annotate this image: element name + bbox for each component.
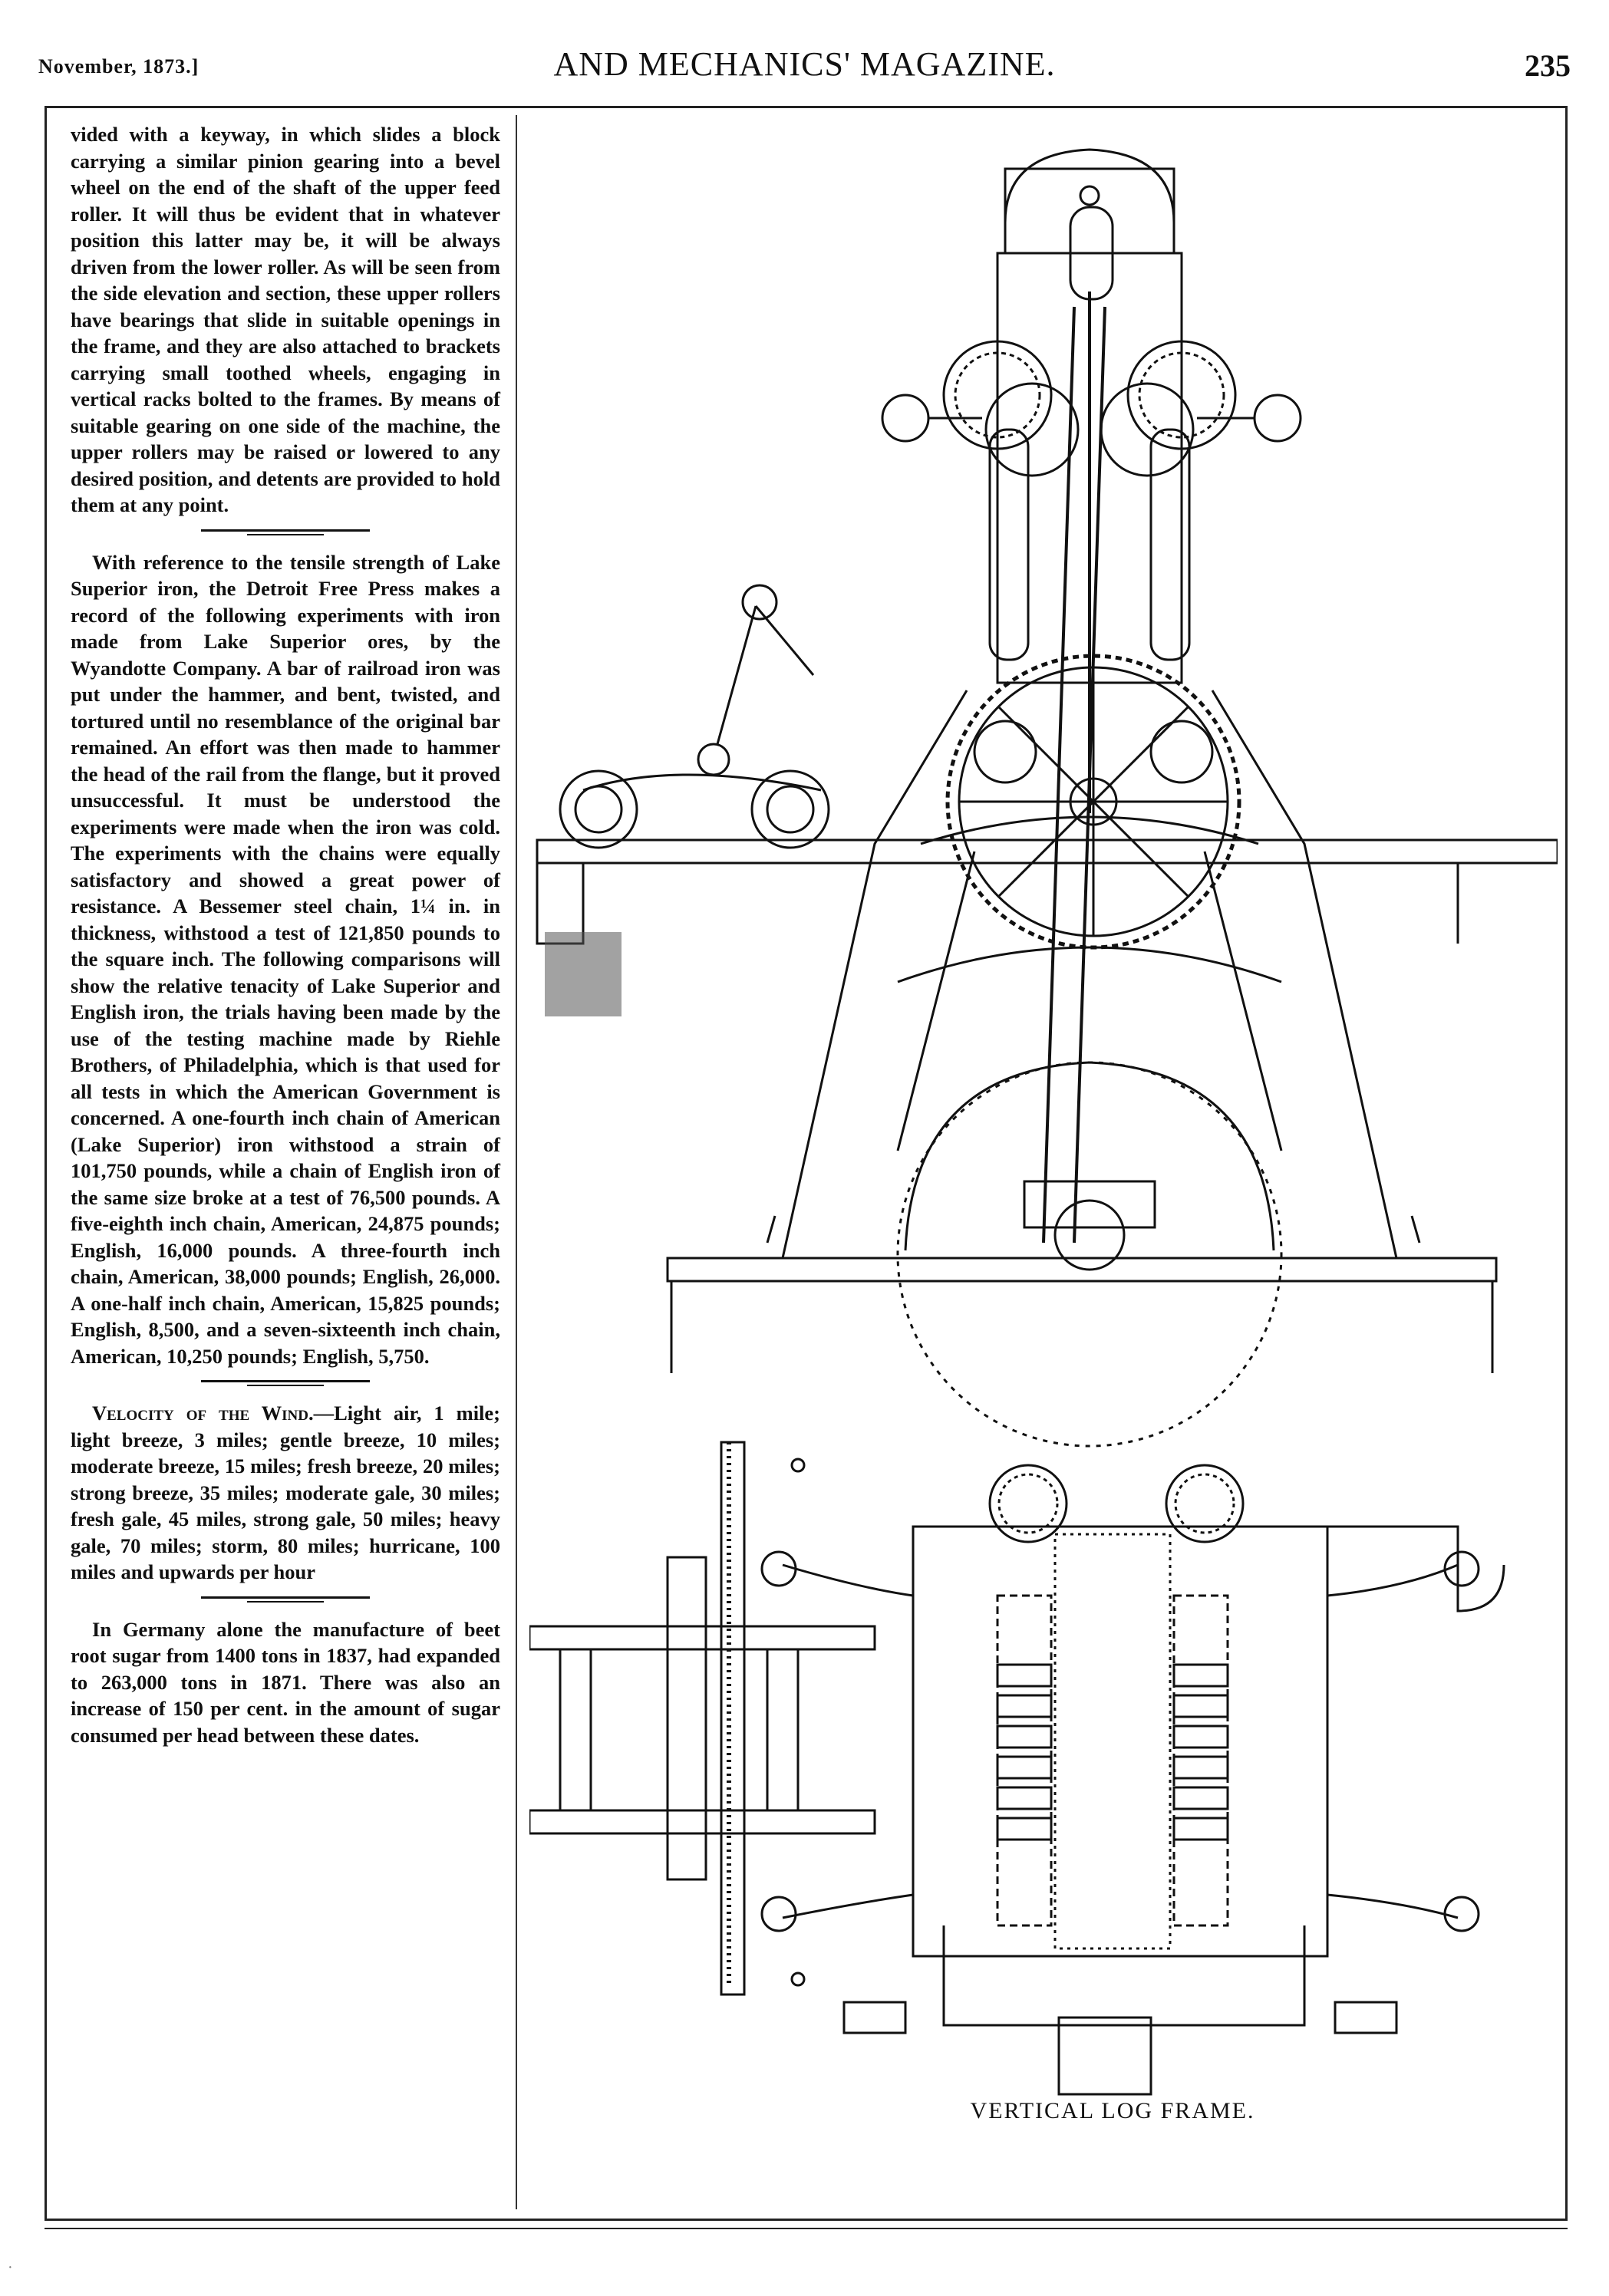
bottom-rule [45, 2228, 1568, 2229]
figure-caption: VERTICAL LOG FRAME. [970, 2098, 1255, 2123]
paragraph-keyway: vided with a keyway, in which slides a block carrying a similar pinion gearing into a bevel wheel on the end of the shaft of the upper feed roller. It will thus be evident that in whatever position this latter may be, it will be always driven from the lower roller. As will be seen from the side elevation and section, these upper rollers have bearings that slide in suitable openings in the frame, and they are also attached to brackets carrying small toothed wheels, engaging in vertical racks bolted to the frames. By means of suitable gearing on one side of the machine, the upper rollers may be raised or lowered to any desired position, and detents are provided to hold them at any point. [71, 123, 500, 516]
column-rule [516, 115, 517, 2209]
section-separator [201, 529, 370, 535]
header-date: November, 1873.] [38, 55, 199, 77]
paragraph-beet-sugar: In Germany alone the manufacture of beet root sugar from 1400 tons in 1837, had expanded to 263,000 tons in 1871. There was also an increase of 150 per cent. in the amount of sugar consumed per head between these dates. [71, 1617, 500, 1747]
vertical-log-frame-illustration [529, 115, 1558, 2217]
page-header [38, 44, 1571, 91]
paragraph-velocity-of-wind [71, 1400, 500, 1586]
page-edge-mark: · [8, 2259, 13, 2276]
text-column [71, 121, 500, 1748]
page-number: 235 [1525, 48, 1571, 83]
velocity-text: —Light air, 1 mile; light breeze, 3 miles; gentle breeze, 10 miles; moderate breeze, 15 miles; fresh breeze, 20 miles; strong breeze, 35 miles; moderate gale, 30 miles; fresh gale, 45 miles, strong gale, 50 miles; heavy gale, 70 miles; storm, 80 miles; hurricane, 100 miles and upwards per hour [71, 1402, 500, 1583]
paragraph-lake-superior-iron: With reference to the tensile strength of Lake Superior iron, the Detroit Free Press makes a record of the following experiments with iron made from Lake Superior ores, by the Wyandotte Company. A bar of railroad iron was put under the hammer, and bent, twisted, and tortured until no resemblance of the original bar remained. An effort was then made to hammer the head of the rail from the flange, but it proved unsuccessful. It must be understood the experiments were made when the iron was cold. The experiments with the chains were equally satisfactory and showed a great power of resistance. A Bessemer steel chain, 1¼ in. in thickness, withstood a test of 121,850 pounds to the square inch. The following comparisons will show the relative tenacity of Lake Superior and English iron, the trials having been made by the use of the testing machine made by Riehle Brothers, of Philadelphia, which is that used for all tests in which the American Government is concerned. A one-fourth inch chain of American (Lake Superior) iron withstood a strain of 101,750 pounds, while a chain of English iron of the same size broke at a test of 76,500 pounds. A five-eighth inch chain, American, 24,875 pounds; English, 16,000 pounds. A three-fourth inch chain, American, 38,000 pounds; English, 26,000. A one-half inch chain, American, 15,825 pounds; English, 8,500, and a seven-sixteenth inch chain, American, 10,250 pounds; English, 5,750. [71, 550, 500, 1368]
section-separator [201, 1596, 370, 1603]
section-separator [201, 1380, 370, 1386]
plan-view-drawing [529, 1442, 1504, 2094]
velocity-heading: Velocity of the Wind. [92, 1402, 314, 1425]
side-elevation-drawing [537, 150, 1558, 1446]
magazine-title: AND MECHANICS' MAGAZINE. [553, 45, 1056, 83]
